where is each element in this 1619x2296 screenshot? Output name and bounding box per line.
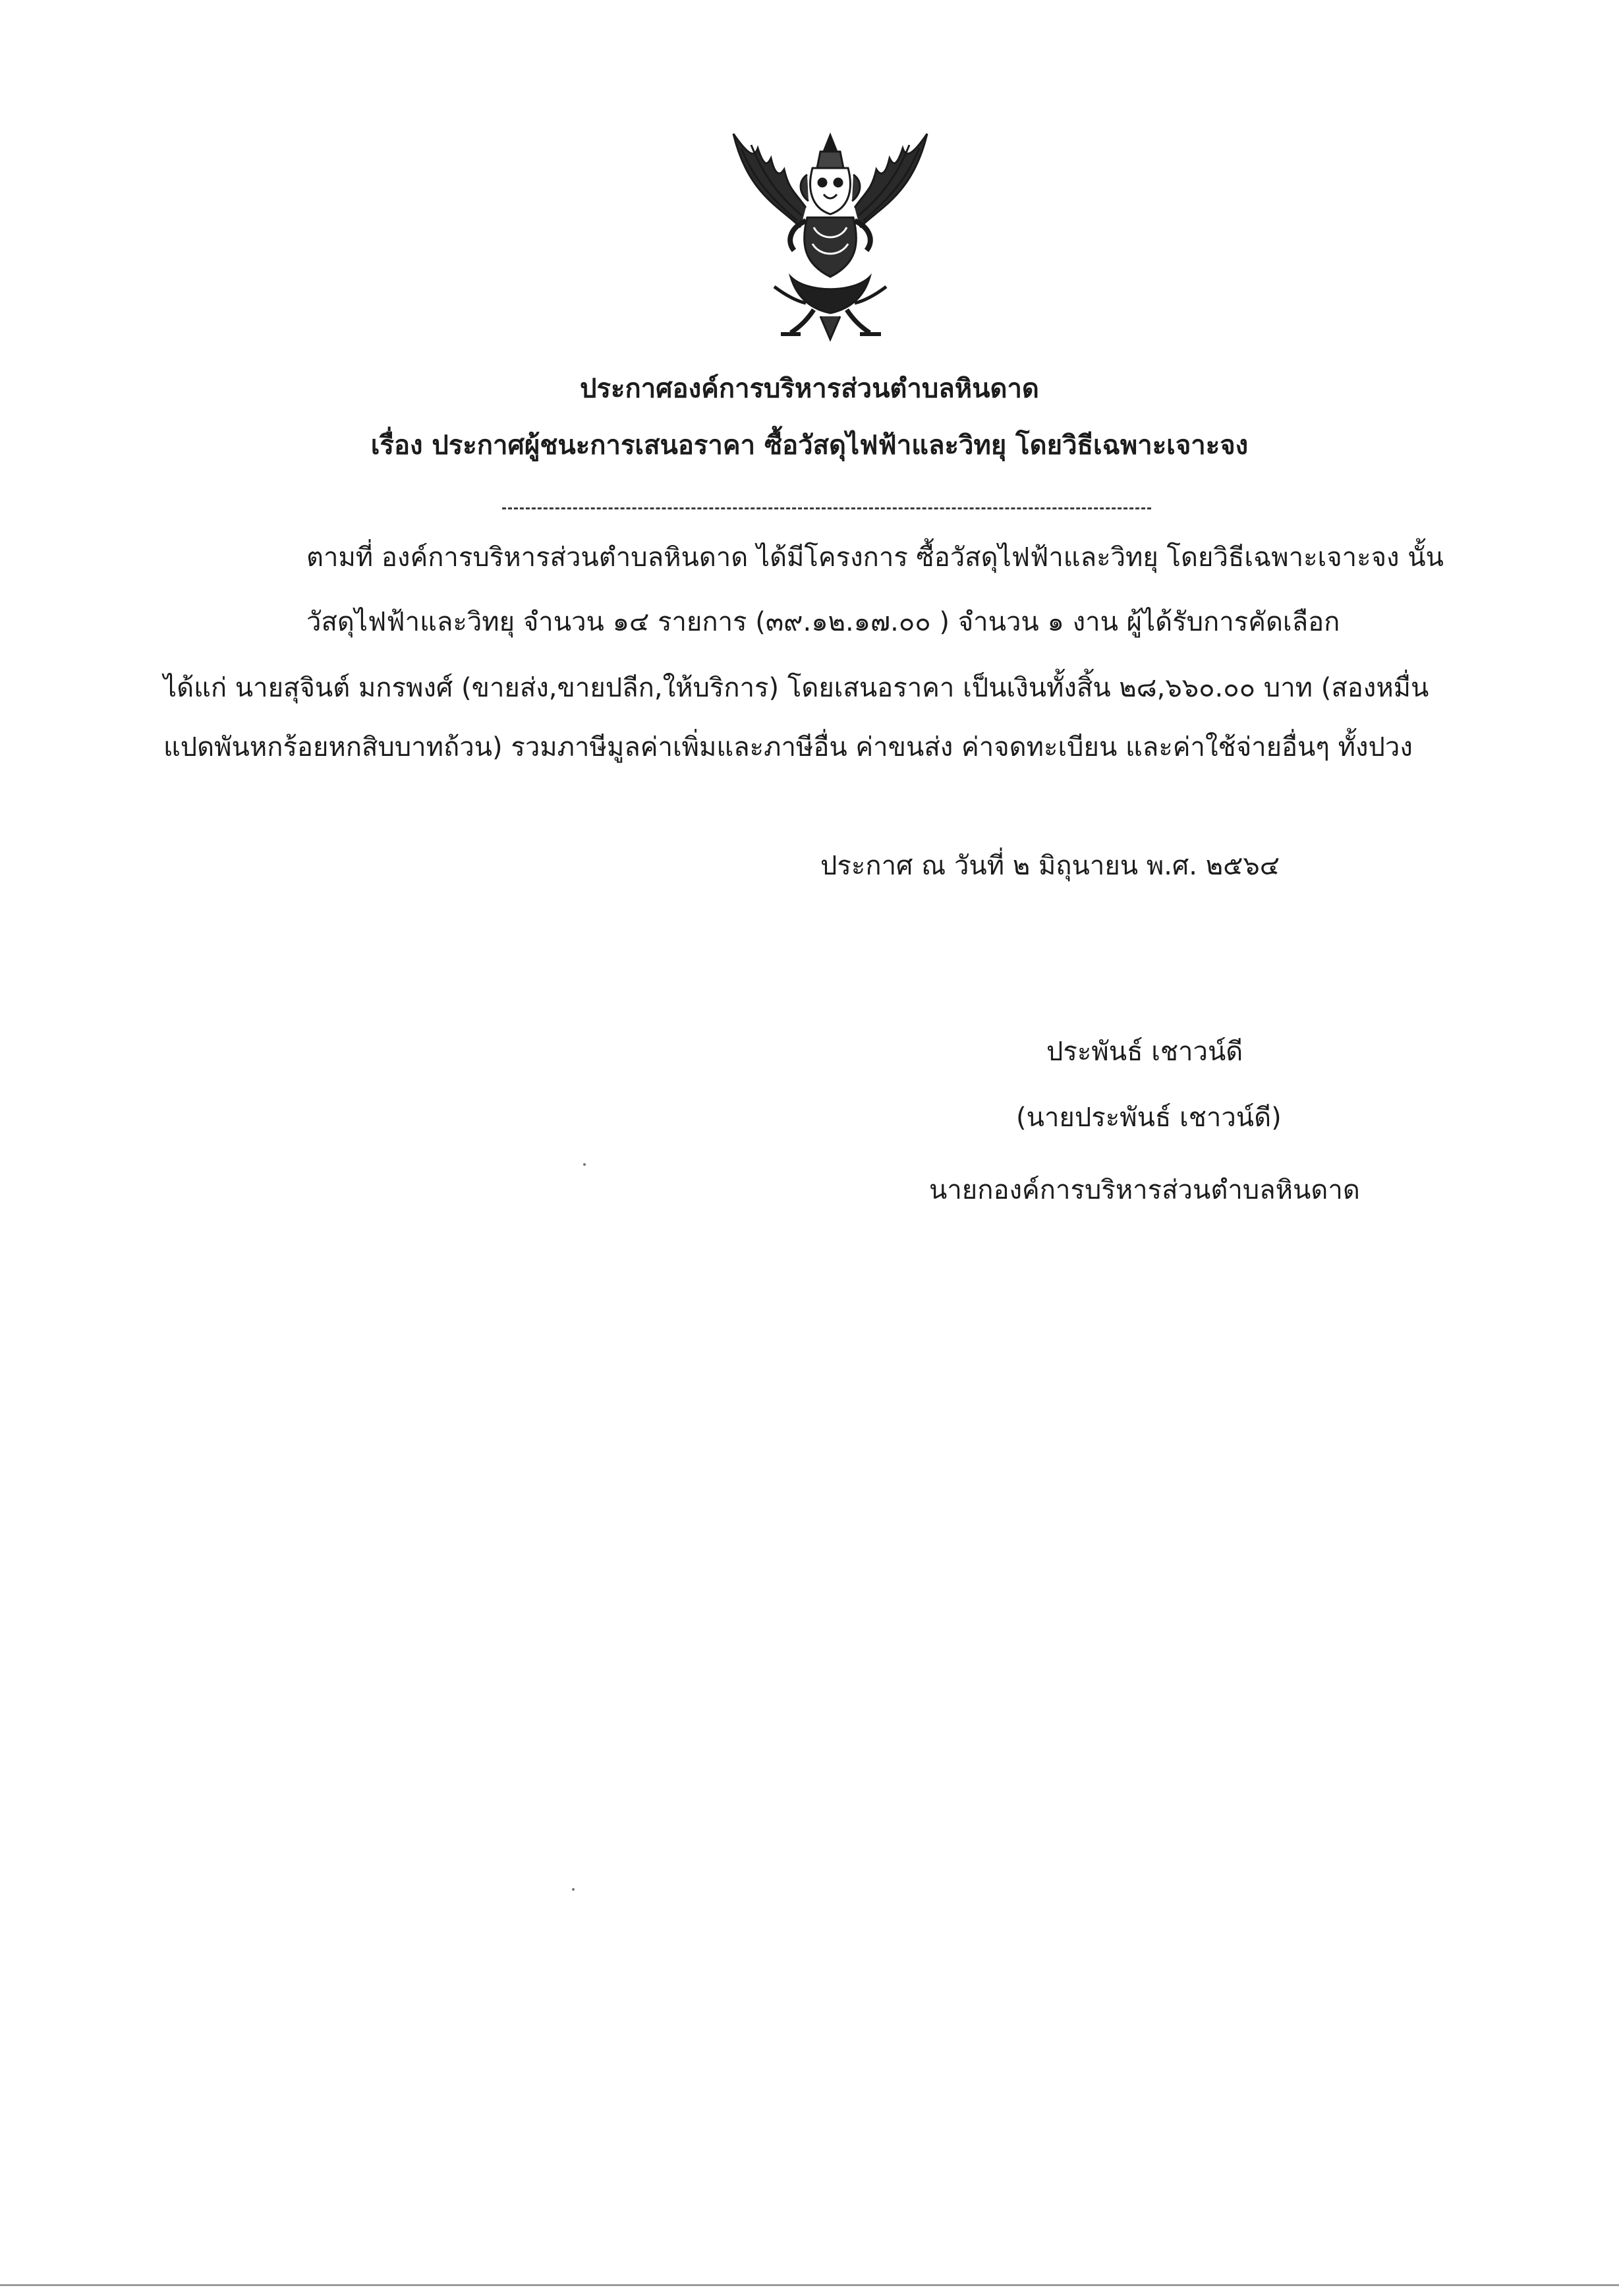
signature-name: ประพันธ์ เชาวน์ดี: [1046, 1037, 1243, 1067]
separator-rule: [502, 507, 1151, 509]
garuda-emblem-icon: [728, 129, 932, 343]
announcement-date: ประกาศ ณ วันที่ ๒ มิถุนายน พ.ศ. ๒๕๖๔: [820, 851, 1280, 881]
body-line-4: แปดพันหกร้อยหกสิบบาทถ้วน) รวมภาษีมูลค่าเพิ่มและภาษีอื่น ค่าขนส่ง ค่าจดทะเบียน และค่าใช้จ่ายอื่นๆ ทั้งปวง: [163, 732, 1413, 762]
signer-printed-name: (นายประพันธ์ เชาวน์ดี): [1016, 1103, 1282, 1133]
signer-position: นายกองค์การบริหารส่วนตำบลหินดาด: [929, 1175, 1360, 1205]
body-line-2: วัสดุไฟฟ้าและวิทยุ จำนวน ๑๔ รายการ (๓๙.๑๒.๑๗.๐๐ ) จำนวน ๑ งาน ผู้ได้รับการคัดเลือก: [306, 607, 1340, 637]
body-line-1: ตามที่ องค์การบริหารส่วนตำบลหินดาด ได้มีโครงการ ซื้อวัสดุไฟฟ้าและวิทยุ โดยวิธีเฉพาะเจาะจง นั้น: [306, 542, 1444, 573]
scan-speck: [572, 1888, 575, 1891]
scan-speck: [583, 1163, 586, 1166]
document-title: ประกาศองค์การบริหารส่วนตำบลหินดาด: [580, 374, 1039, 404]
scan-bottom-edge: [0, 2284, 1619, 2286]
body-line-3: ได้แก่ นายสุจินต์ มกรพงศ์ (ขายส่ง,ขายปลีก,ให้บริการ) โดยเสนอราคา เป็นเงินทั้งสิ้น ๒๘,๖๖๐.๐๐ บาท (สองหมื่น: [163, 673, 1429, 703]
document-subject: เรื่อง ประกาศผู้ชนะการเสนอราคา ซื้อวัสดุไฟฟ้าและวิทยุ โดยวิธีเฉพาะเจาะจง: [370, 430, 1249, 461]
